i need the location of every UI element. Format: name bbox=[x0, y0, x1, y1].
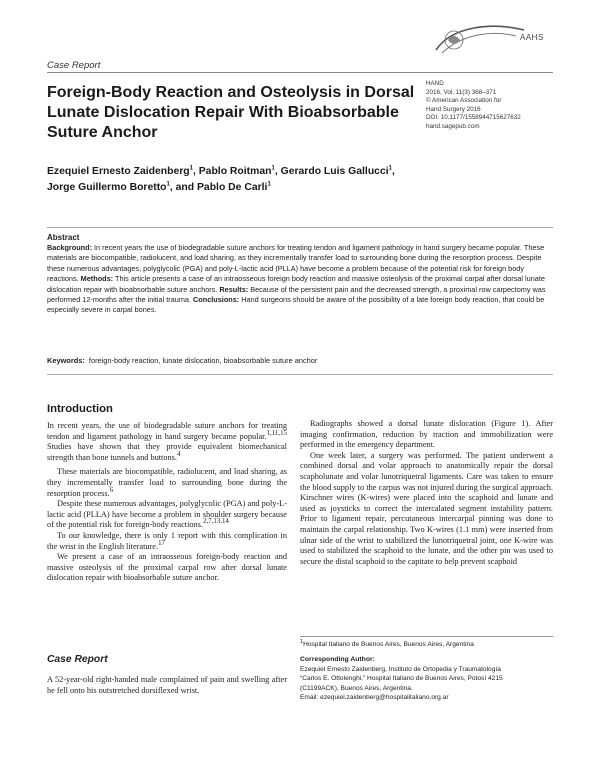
paragraph: One week later, a surgery was performed. The patient underwent a combined dorsal and volar approach to anatomically repair the dorsal scapholunate and volar lunotriquetral ligaments. Care was taken to ensure the blood supply to the carpus was not injured during the surgical approach. Kirschner wires (K-wires) were placed into the scaphoid and lunate and used as joysticks to correct the intercalated segment instability pattern. Prior to ligament repair, percutaneous intercarpal pinning was done to maintain the carpal relationship. Two K-wires (1.1 mm) were inserted from ulnar side of the wrist to stabilized the lunotriquetral joint, one K-wire was used to stabilized the scaphoid to the lunate, and the other pin was used to secure the distal scaphoid to the capitate to help prevent scaphoid bbox=[300, 450, 553, 566]
abstract-conclusions: Hand surgeons should be aware of the possibility of a late foreign body reaction, that could be especially severe in carpal bones. bbox=[47, 295, 545, 315]
abstract-heading: Abstract bbox=[47, 233, 80, 242]
paragraph: A 52-year-old right-handed male complained of pain and swelling after he fell onto his outstretched dorsiflexed wrist. bbox=[47, 675, 287, 695]
introduction-heading: Introduction bbox=[47, 403, 113, 415]
affiliation-sup: 1 bbox=[300, 638, 304, 645]
footnote-divider bbox=[300, 636, 553, 637]
citation-sup: 6 bbox=[109, 486, 114, 494]
corr-line: (C1199ACK), Buenos Aires, Argentina. bbox=[300, 684, 413, 692]
journal-copyright-2: Hand Surgery 2016 bbox=[426, 105, 481, 113]
paragraph bbox=[47, 467, 287, 499]
journal-copyright: © American Association for bbox=[426, 97, 502, 105]
author-name: Jorge Guillermo Boretto bbox=[47, 182, 167, 193]
author-name: Pablo Roitman bbox=[198, 166, 272, 177]
author-name: Ezequiel Ernesto Zaidenberg bbox=[47, 166, 190, 177]
citation-sup: 1,11,15 bbox=[266, 429, 287, 437]
logo-text: AAHS bbox=[520, 33, 544, 42]
paragraph-text: Despite these numerous advantages, polyglycolic (PGA) and poly-L-lactic acid (PLLA) have become a problem in shoulder surgery because of the potential risk for foreign-body reactions. bbox=[47, 499, 287, 530]
abstract-methods: This article presents a case of an intraosseous foreign body reaction and massive osteolysis of the proximal carpal after dorsal lunate dislocation repair with bioabsorbable suture anchors. bbox=[47, 274, 545, 294]
corr-email[interactable]: Email: ezequiel.zaidenberg@hospitalitaliano.org.ar bbox=[300, 693, 449, 701]
case-report-continued bbox=[300, 419, 553, 567]
author-separator: , bbox=[274, 166, 281, 177]
paragraph: We present a case of an intraosseous foreign-body reaction and massive osteolysis of the proximal carpal row after dorsal lunate dislocation repair with bioabsorbable suture anchor. bbox=[47, 552, 287, 583]
paragraph bbox=[47, 421, 287, 463]
journal-info bbox=[426, 80, 556, 132]
citation-sup: 17 bbox=[158, 539, 165, 547]
paragraph-text: These materials are biocompatible, radiolucent, and load sharing, as they incrementally transfer load to surrounding bone during the resorption process. bbox=[47, 467, 287, 498]
abstract-body bbox=[47, 243, 555, 316]
abstract-methods-label: Methods: bbox=[80, 274, 114, 284]
abstract-divider bbox=[47, 227, 553, 228]
paragraph bbox=[47, 499, 287, 531]
paragraph bbox=[47, 531, 287, 552]
corresponding-author-heading: Corresponding Author: bbox=[300, 656, 375, 663]
citation-sup: 2,7,13,14 bbox=[202, 518, 229, 526]
author-name: Gerardo Luis Gallucci bbox=[280, 166, 389, 177]
author-separator: , bbox=[192, 166, 199, 177]
paragraph-text: Studies have shown that they provide equivalent biomechanical strength than bone tunnels and buttons. bbox=[47, 442, 287, 462]
citation-sup: 4 bbox=[176, 451, 181, 459]
authors-line-1 bbox=[47, 164, 527, 180]
journal-url[interactable]: hand.sagepub.com bbox=[426, 122, 480, 130]
affiliation-text: Hospital Italiano de Buenos Aires, Buenos Aires, Argentina bbox=[303, 641, 474, 648]
author-name: Pablo De Carli bbox=[197, 182, 268, 193]
authors bbox=[47, 164, 527, 196]
affiliation-footnote bbox=[300, 638, 553, 648]
journal-volume: 2016, Vol. 11(3) 368–371 bbox=[426, 88, 497, 96]
author-affil-sup: 1 bbox=[166, 181, 170, 188]
abstract-conclusions-label: Conclusions: bbox=[193, 295, 240, 305]
section-label: Case Report bbox=[47, 60, 101, 71]
paragraph-text: In recent years, the use of biodegradable suture anchors for treating tendon and ligament pathology in hand surgery became popular. bbox=[47, 421, 287, 441]
corr-line: “Carlos E. Ottolenghi,” Hospital Italiano de Buenos Aires, Potosí 4215 bbox=[300, 675, 503, 683]
keywords bbox=[47, 356, 553, 365]
journal-doi: DOI: 10.1177/1558944715627632 bbox=[426, 114, 521, 122]
abstract-background: In recent years the use of biodegradable suture anchors for treating tendon and ligament pathology in hand surgery became popular. These materials are biocompatible, radiolucent, and load sharing, as they incrementally transfer load to surrounding bone during the resorption process. Despite these numerous advantages, polyglycolic (PGA) and poly-L-lactic acid (PLLA) have become a problem because of the potential risk for foreign body reactions. bbox=[47, 243, 545, 284]
journal-name: HAND bbox=[426, 80, 444, 87]
abstract-results: Because of the persistent pain and the decreased strength, a proximal row carpectomy was performed 12-months after the initial trauma. bbox=[47, 284, 546, 305]
case-report-heading: Case Report bbox=[47, 654, 108, 665]
authors-line-2 bbox=[47, 180, 527, 196]
header-divider bbox=[47, 72, 553, 73]
author-separator: , bbox=[391, 166, 395, 177]
author-affil-sup: 1 bbox=[267, 181, 271, 188]
keywords-label: Keywords: bbox=[47, 356, 85, 365]
corresponding-author-details bbox=[300, 665, 553, 702]
abstract-background-label: Background: bbox=[47, 243, 92, 252]
author-affil-sup: 1 bbox=[271, 165, 275, 172]
paragraph-text: To our knowledge, there is only 1 report with this complication in the wrist in the English literature. bbox=[47, 530, 287, 551]
case-report-body bbox=[47, 675, 287, 696]
article-title: Foreign-Body Reaction and Osteolysis in Dorsal Lunate Dislocation Repair With Bioabsorbable Suture Anchor bbox=[47, 84, 415, 141]
keywords-divider bbox=[47, 374, 553, 375]
paragraph: Radiographs showed a dorsal lunate dislocation (Figure 1). After imaging confirmation, reduction by traction and immobilization were performed in the emergency department. bbox=[300, 419, 553, 450]
author-separator: , and bbox=[169, 182, 197, 193]
author-affil-sup: 1 bbox=[189, 165, 193, 172]
keywords-text: foreign-body reaction, lunate dislocation, bioabsorbable suture anchor bbox=[88, 356, 318, 365]
introduction-body bbox=[47, 421, 287, 584]
corr-line: Ezequiel Ernesto Zaidenberg, Instituto de Ortopedia y Traumatología bbox=[300, 666, 501, 673]
author-affil-sup: 1 bbox=[388, 165, 392, 172]
abstract-results-label: Results: bbox=[219, 284, 249, 294]
